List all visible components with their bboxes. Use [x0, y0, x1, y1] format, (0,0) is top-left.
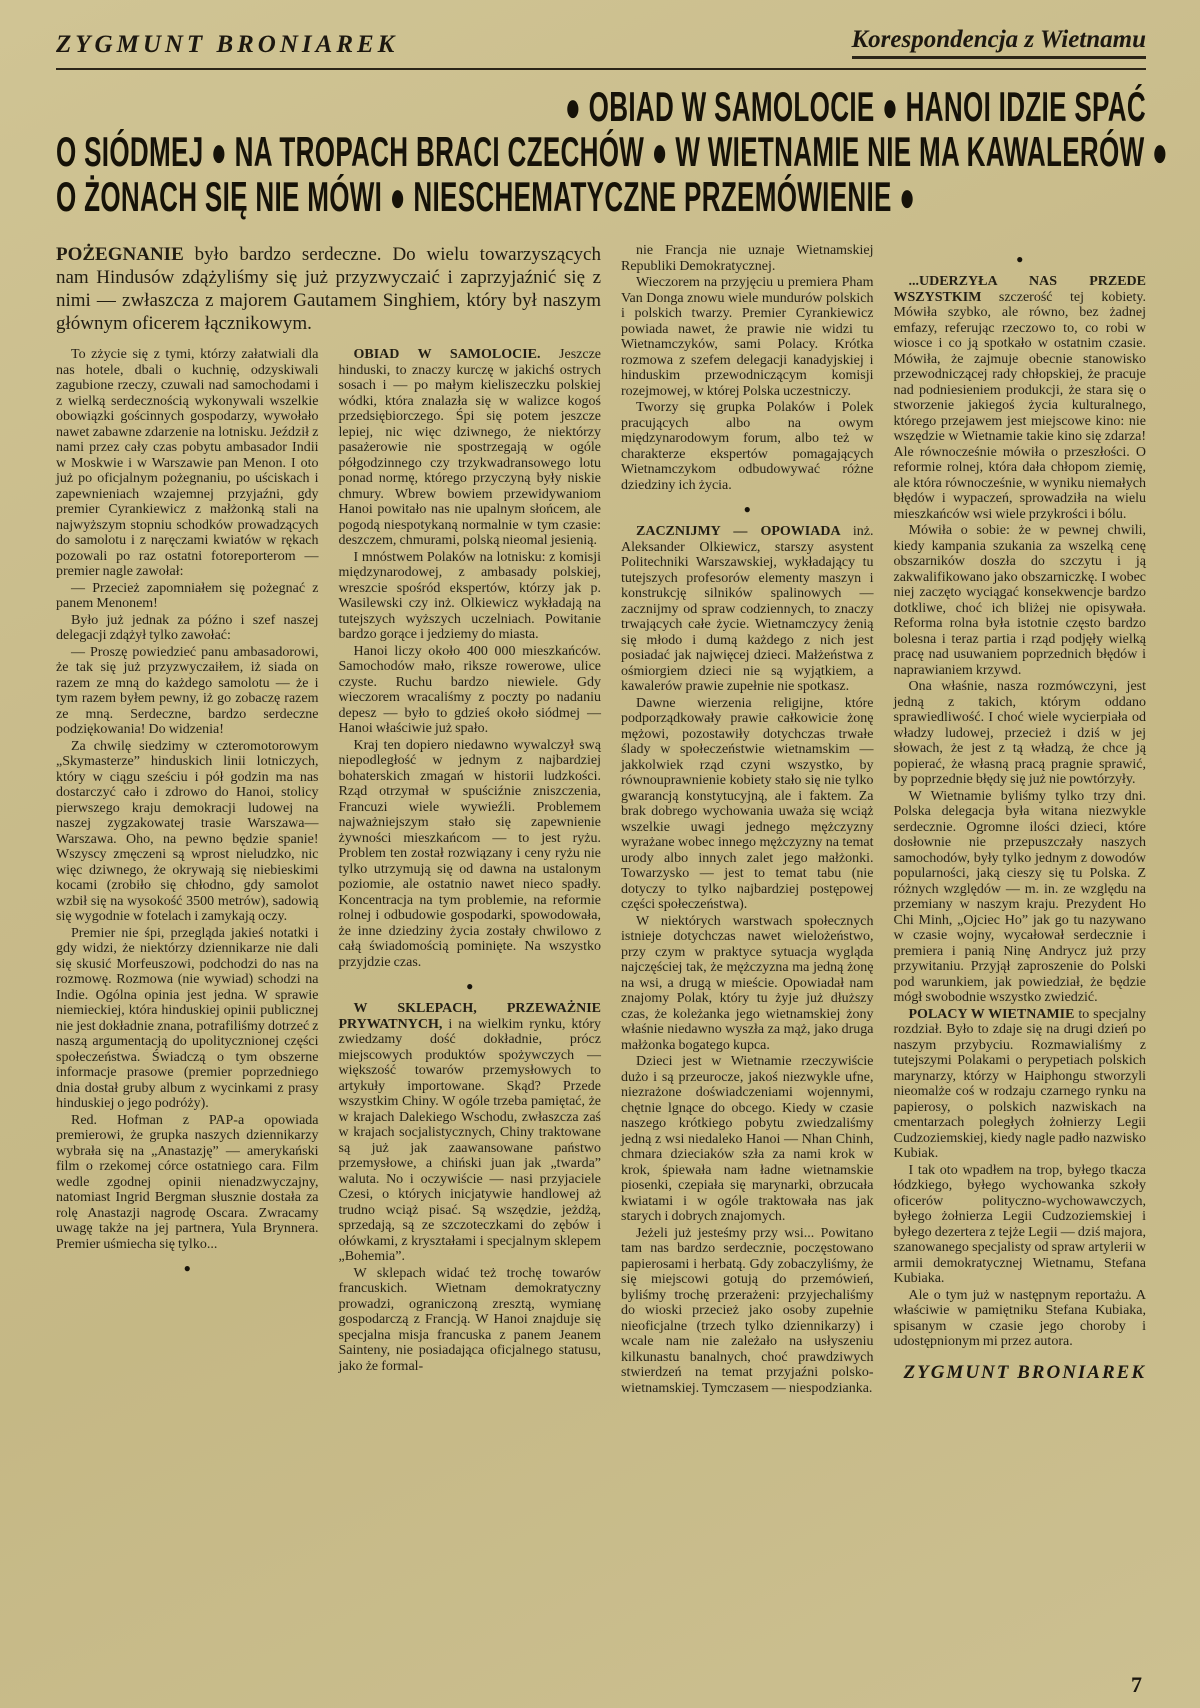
article-body [56, 243, 1146, 1397]
column-rubric: Korespondencja z Wietnamu [852, 26, 1147, 59]
paragraph: Dawne wierzenia religijne, które podporządkowały prawie całkowicie żonę mężowi, pozostawiły dotychczas trwałe ślady w społeczeństwie wietnamskim — jakkolwiek rząd czyni wszystko, by równouprawnienie kobiety stało się nie tylko gwarancją konstytucyjną, ale i faktem. Za brak dobrego wychowania uważa się wciąż wszelkie uwagi jednego mężczyzny wyrażane wobec innego mężczyzny na temat urody albo innych zalet jego małżonki. Towarzysko — jest to temat tabu (nie dotyczy to tylko najbardziej postępowej części społeczeństwa). [621, 695, 874, 912]
paragraph: I mnóstwem Polaków na lotnisku: z komisji międzynarodowej, z ambasady polskiej, wreszcie spośród ekspertów, którzy jak p. Wasilewski czy inż. Olkiewicz wykładają na tutejszych wyższych uczelniach. Powitanie bardzo gorące i jedziemy do miasta. [338, 549, 601, 642]
signature: ZYGMUNT BRONIAREK [903, 1361, 1146, 1383]
paragraph-lead: ...UDERZYŁA NAS PRZEDE WSZYSTKIM [893, 274, 1146, 305]
headline-line-3 [56, 174, 1146, 219]
column-4 [894, 243, 1147, 1397]
paragraph: W niektórych warstwach społecznych istnieje dotychczas nawet wielożeństwo, przy czym w praktyce sytuacja wygląda najczęściej tak, że mężczyzna ma jedną żonę na wsi, a drugą w mieście. Opowiadał nam znajomy Polak, który tu żyje już dłuższy czas, że koleżanka jego wietnamskiej żony właśnie niedawno wyszła za mąż, jako druga małżonka bogatego kupca. [621, 913, 874, 1053]
paragraph: Jeżeli już jesteśmy przy wsi... Powitano tam nas bardzo serdecznie, poczęstowano papierosami i herbatą. Gdy zobaczyliśmy, że się miejscowi gotują do przemówień, byliśmy trochę przerażeni: przyjechaliśmy do wioski przecież jako osoby zupełnie nieoficjalne (trzech tylko dziennikarzy) i wcale nam nie zależało na usłyszeniu kilkunastu banalnych, choć prawdziwych stwierdzeń na temat przyjaźni polsko-wietnamskiej. Tymczasem — niespodzianka. [621, 1225, 874, 1396]
paragraph: POLACY W WIETNAMIE to specjalny rozdział. Było to zdaje się na drugi dzień po naszym przybyciu. Rozmawialiśmy z tutejszymi Polakami o perypetiach polskich marynarzy, którzy w Haiphongu stworzyli nieomalże coś w rodzaju czarnego rynku na papierosy, o polskich nazwiskach na cmentarzach poległych żołnierzy Legii Cudzoziemskiej, kiedy nagle padło nazwisko Kubiak. [893, 1006, 1147, 1161]
section-separator-bullet: ● [466, 979, 474, 993]
paragraph: Za chwilę siedzimy w czteromotorowym „Skymasterze” hinduskich linii lotniczych, który w ciągu sześciu i pół godzin ma nas dostarczyć cało i zdrowo do Hanoi, stolicy pierwszego kraju demokracji ludowej na naszej zygzakowatej trasie Warszawa—Warszawa. Oho, na pewno będzie spanie! Wszyscy zmęczeni są wprost nieludzko, nic więc dziwnego, że okrywają się niebieskimi kocami (zrobiło się chłodno, gdy samolot wzbił się na wysokość 3500 metrów), sadowią się wygodnie w fotelach i zamykają oczy. [56, 738, 319, 924]
paragraph: OBIAD W SAMOLOCIE. Jeszcze hinduski, to znaczy kurczę w jakichś ostrych sosach i — po małym kieliszeczku polskiej wódki, która znalazła się w walizce kogoś przedsiębiorczego. Śpi się potem jeszcze lepiej, nic więc dziwnego, że niektórzy pasażerowie nie spostrzegają w ogóle półgodzinnego czy trzykwadransowego lotu ponad normę, którego przyczyną były niskie chmury. Wbrew bowiem przewidywaniom Hanoi powitało nas nie upalnym słońcem, ale pogodą niespotykaną normalnie w tym czasie: deszczem, chmurami, polską nieomal jesienią. [338, 347, 601, 548]
paragraph: Mówiła o sobie: że w pewnej chwili, kiedy kampania szukania za wszelką cenę obszarników doszła do szczytu i ją zakwalifikowano jako obszarniczkę. I wobec niej zaczęto wyciągać konsekwencje bardzo dotkliwe, choć ich bliżej nie opisywała. Reforma rolna była istotnie często bardzo bolesna i teraz partia i rząd podjęły wielką pracę nad usuwaniem poprzednich błędów i naprawianiem krzywd. [893, 523, 1146, 678]
paragraph: — Przecież zapomniałem się pożegnać z panem Menonem! [56, 580, 319, 611]
headline-line-2-text: O SIÓDMEJ ● NA TROPACH BRACI CZECHÓW ● W WIETNAMIE NIE MA KAWALERÓW ● [56, 128, 1169, 175]
headline-line-1-text: ● OBIAD W SAMOLOCIE ● HANOI IDZIE SPAĆ [565, 83, 1146, 130]
paragraph: Wieczorem na przyjęciu u premiera Pham Van Donga znowu wiele mundurów polskich i polskich twarzy. Premier Cyrankiewicz powiada nawet, że prawie nie widzi tu Wietnamczyków, sami Polacy. Krótka rozmowa z szefem delegacji kanadyjskiej i hinduskim przewodniczącym komisji rozejmowej, w której Polska uczestniczy. [621, 275, 874, 399]
paragraph: Hanoi liczy około 400 000 mieszkańców. Samochodów mało, riksze rowerowe, ulice czyste. Ruchu bardzo niewiele. Gdy wieczorem wracaliśmy z poczty po nadaniu depesz — było to gdzieś około siódmej — Hanoi właściwie już spało. [338, 643, 601, 736]
paragraph-lead: POLACY W WIETNAMIE [908, 1006, 1079, 1022]
column-3 [621, 243, 874, 1397]
headline [56, 83, 1169, 220]
paragraph: Dzieci jest w Wietnamie rzeczywiście dużo i są przeurocze, jakoś niezwykle ufne, niezrażone doświadczeniami wojennymi, chętnie lgnące do obcego. Kiedy w czasie naszego krótkiego pobytu zwiedzaliśmy jedną z wsi niedaleko Hanoi — Nhan Chinh, chmara dzieciaków szła za nami krok w krok, śpiewała nam ładne wietnamskie piosenki, czepiała się marynarki, obrzucała kwiatami i w ogóle traktowała nas jak starych i dobrych znajomych. [621, 1054, 874, 1224]
paragraph: nie Francja nie uznaje Wietnamskiej Republiki Demokratycznej. [621, 243, 874, 274]
paragraph: Ona właśnie, nasza rozmówczyni, jest jedną z takich, którym oddano sprawiedliwość. I choć wiele wycierpiała od władzy ludowej, przecież i dziś w jej słowach, że jest z tą władzą, że chce ją popierać, że własną pracą pragnie sprawić, by poprzednie błędy się już nie powtórzyły. [893, 679, 1146, 787]
paragraph: Premier nie śpi, przegląda jakieś notatki i gdy widzi, że niektórzy dziennikarze nie dali się skusić Morfeuszowi, podchodzi do nas na rozmowę. Rozmowa (nie wywiad) schodzi na Indie. Ogólna opinia jest jedna. W sprawie niemieckiej, która hinduskiej opinii publicznej nie jest dokładnie znana, potrafiliśmy dotrzeć z naszą argumentacją do upolitycznionej części społeczeństwa. Świadczą o tym obszerne informacje prasowe (premier poprzedniego dnia dostał gruby album z wycinkami z prasy hinduskiej o jego podróży). [56, 925, 319, 1111]
paragraph: W SKLEPACH, PRZEWAŻNIE PRYWATNYCH, i na wielkim rynku, który zwiedzamy dość dokładnie, prócz miejscowych produktów spożywczych — większość towarów przemysłowych to artykuły importowane. Skąd? Przede wszystkim Chiny. W ogóle trzeba pamiętać, że w krajach Dalekiego Wschodu, zwłaszcza zaś w krajach socjalistycznych, Chiny traktowane są już jak zaawansowane państwo przemysłowe, a chiński juan jak „twarda” waluta. No i oczywiście — nasi przyjaciele Czesi, o których inicjatywie handlowej aż trudno wciąż pisać. Są wszędzie, jeżdżą, sprzedają, są ze szczoteczkami do zębów i ołówkami, z kryształami i specjalnym sklepem „Bohemia”. [338, 1001, 601, 1264]
masthead [56, 26, 1146, 70]
paragraph-lead: W SKLEPACH, PRZEWAŻNIE PRYWATNYCH, [338, 1001, 601, 1032]
paragraph: I tak oto wpadłem na trop, byłego tkacza łódzkiego, byłego wychowanka szkoły oficerów polityczno-wychowawczych, byłego żołnierza Legii Cudzoziemskiej i byłego dezertera z tejże Legii — dziś majora, szanowanego specjalisty od spraw artylerii w armii demokratycznej Wietnamu, Stefana Kubiaka. [893, 1162, 1146, 1286]
paragraph: Ale o tym już w następnym reportażu. A właściwie w pamiętniku Stefana Kubiaka, spisanym w czasie jego choroby i udostępnionym mi przez autora. [893, 1287, 1146, 1349]
headline-line-3-text: O ŻONACH SIĘ NIE MÓWI ● NIESCHEMATYCZNE PRZEMÓWIENIE ● [56, 173, 916, 220]
paragraph: Red. Hofman z PAP-a opowiada premierowi, że grupka naszych dziennikarzy wybrała się na „Anastazję” — amerykański film o rzekomej córce ostatniego cara. Film wedle zgodnej opinii nienadzwyczajny, natomiast Ingrid Bergman słusznie dostała za rolę Anastazji nagrodę Oscara. Zwracamy uwagę także na jej partnera, Yula Brynnera. Premier uśmiecha się tylko... [56, 1112, 319, 1252]
column-1 [56, 347, 319, 1375]
paragraph: — Proszę powiedzieć panu ambasadorowi, że tak się już przyzwyczaiłem, iż siada on razem ze mną do każdego samolotu — że i tym razem byłem pewny, iż go zobaczę razem ze mną. Serdeczne, bardzo serdeczne podziękowania! Do widzenia! [56, 644, 319, 737]
left-half [56, 243, 601, 1397]
section-separator-bullet: ● [743, 502, 751, 516]
intro-text: było bardzo serdeczne. Do wielu towarzyszących nam Hindusów zdążyliśmy się już przyzwyczaić i zaprzyjaźnić się z nimi — zwłaszcza z majorem Gautamem Singhiem, który był naszym głównym oficerem łącznikowym. [56, 244, 601, 334]
author-name: ZYGMUNT BRONIAREK [56, 31, 399, 58]
paragraph: W sklepach widać też trochę towarów francuskich. Wietnam demokratyczny prowadzi, ograniczoną zresztą, wymianę gospodarczą z Francją. W Hanoi znajduje się specjalna misja francuska z panem Jeanem Sainteny, nie posiadająca oficjalnego statusu, jako że formal- [338, 1265, 601, 1374]
paragraph: W Wietnamie byliśmy tylko trzy dni. Polska delegacja była witana niezwykle serdecznie. Ogromne ilości dzieci, które dosłownie nie przepuszczały naszych samochodów, były tylko jednym z dowodów popularności, jaką cieszy się tu Polska. Z różnych względów — m. in. ze względu na przemiany w naszym kraju. Prezydent Ho Chi Minh, „Ojciec Ho” jak go tu nazywano w czasie wojny, wycałował serdecznie i premiera i panią Ninę Andrycz już przy przywitaniu. Przyjął zaproszenie do Polski pod warunkiem, jak powiedział, że będzie mógł swobodnie wszystko zwiedzić. [893, 788, 1146, 1005]
paragraph: Kraj ten dopiero niedawno wywalczył swą niepodległość w jednym z najbardziej bohaterskich zmagań w historii ludzkości. Rząd otrzymał w spuściźnie zniszczenia, Francuzi wiele wywieźli. Problemem najważniejszym stało się zapewnienie żywności mieszkańcom — to jest ryżu. Problem ten został rozwiązany i ceny ryżu nie tylko utrzymują się od dawna na ustalonym poziomie, ale ostatnio nawet nieco spadły. Koncentracja na tym problemie, na reformie rolnej i odbudowie gospodarki, spowodowała, że inne dziedziny życia zostały chwilowo z całą świadomością pominięte. Na wszystko przyjdzie czas. [338, 737, 601, 970]
paragraph: Tworzy się grupka Polaków i Polek pracujących albo na owym międzynarodowym forum, albo też w charakterze ekspertów pomagających Wietnamczykom odbudowywać różne dziedziny ich życia. [621, 400, 874, 493]
paragraph: Było już jednak za późno i szef naszej delegacji zdążył tylko zawołać: [56, 612, 319, 643]
paragraph-lead: OBIAD W SAMOLOCIE. [353, 347, 560, 362]
intro-lead: POŻEGNANIE [56, 244, 184, 265]
page-number: 7 [1131, 1672, 1142, 1697]
intro-paragraph [56, 243, 601, 335]
section-separator-bullet: ● [183, 1261, 191, 1275]
column-2 [339, 347, 602, 1375]
paragraph: ZACZNIJMY — OPOWIADA inż. Aleksander Olkiewicz, starszy asystent Politechniki Warszawskiej, wykładający tu tutejszych profesorów elementy maszyn i konstrukcję silników spalinowych — zacznijmy od spraw codziennych, to znaczy trwających całe życie. Wietnamczycy żenią się młodo i dumą każdego z nich jest posiadać jak najwięcej dzieci. Małżeństwa z ośmiorgiem dzieci nie są wyjątkiem, a kawalerów prawie zupełnie nie spotkasz. [621, 524, 874, 694]
section-separator-bullet: ● [1016, 252, 1024, 266]
paragraph: ...UDERZYŁA NAS PRZEDE WSZYSTKIM szczerość tej kobiety. Mówiła szybko, ale równo, bez żadnej emfazy, referując rzeczowo to, co robi w wiosce i co ją spotkało w ostatnim czasie. Mówiła, że zajmuje obecnie stanowisko przewodniczącej rady chłopskiej, że pracuje nad podniesieniem produkcji, że stara się o stworzenie jakiegoś życia kulturalnego, którego przejawem jest miejscowe kino: nie wszędzie w Wietnamie takie kino się zdarza! Ale równocześnie mówiła o przeszłości. O reformie rolnej, która dała chłopom ziemię, ale która równocześnie, w wyniku niemałych błędów i wypaczeń, sprowadziła na wielu mieszkańców wsi wiele przykrości i bólu. [893, 274, 1146, 522]
paragraph: To zżycie się z tymi, którzy załatwiali dla nas hotele, dbali o kuchnię, odzyskiwali zagubione rzeczy, czuwali nad samochodami i z wielką serdecznością wykonywali wszelkie obowiązki gościnnych gospodarzy, wywołało nawet zabawne zdarzenie na lotnisku. Jeździł z nami przez cały czas pobytu ambasador Indii w Moskwie i w Warszawie pan Menon. I oto już po oficjalnym pożegnaniu, po uściskach i zapewnieniach wzajemnej przyjaźni, gdy premier Cyrankiewicz z małżonką stali na najwyższym stopniu schodków prowadzących do samolotu i z naręczami kwiatów w rękach pozowali po raz ostatni fotoreporterom — premier nagle zawołał: [56, 347, 319, 579]
headline-line-1 [56, 84, 1146, 129]
paragraph-lead: ZACZNIJMY — OPOWIADA [636, 524, 853, 539]
headline-line-2 [56, 128, 1169, 175]
